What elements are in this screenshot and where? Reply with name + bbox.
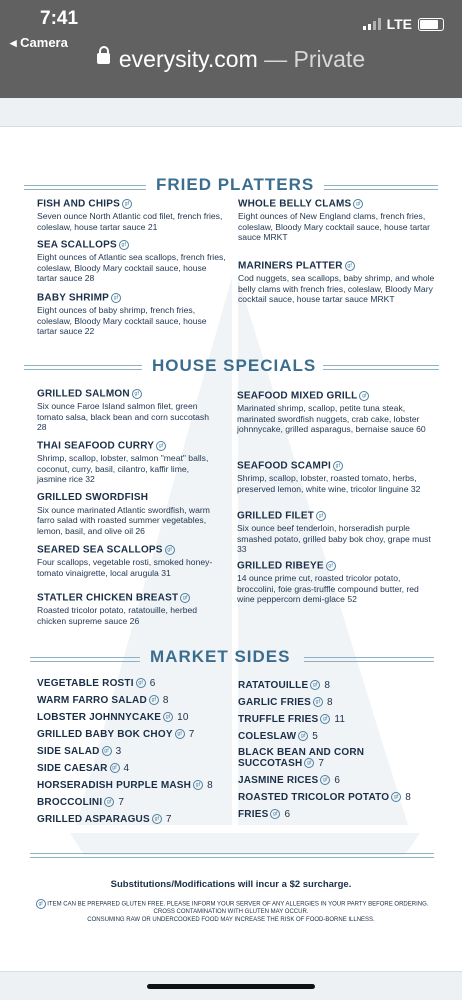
gluten-free-icon: gf [119,240,129,250]
section-title-market-sides: MARKET SIDES [150,647,291,666]
section-rule [30,853,434,858]
surcharge-note: Substitutions/Modifications will incur a $2 surcharge. [110,879,352,890]
side-item [238,680,330,691]
gluten-free-icon: gf [122,199,132,209]
section-title-fried-platters: FRIED PLATTERS [156,175,315,194]
side-item [37,746,121,757]
side-name: ROASTED TRICOLOR POTATO [238,792,390,803]
side-item [238,792,411,803]
side-name: HORSERADISH PURPLE MASH [37,780,192,791]
menu-item-desc: Shrimp, scallop, lobster, roasted tomato, herbs, preserved lemon, white wine, tricolor linguine 32 [237,473,421,494]
gluten-free-icon: gf [132,389,142,399]
gluten-free-icon: gf [353,199,363,209]
gluten-free-icon: gf [345,261,355,271]
side-price: 8 [405,792,412,803]
status-indicators [363,16,444,32]
gluten-free-icon: gf [102,746,112,756]
side-item [238,775,340,786]
menu-item [37,389,217,433]
menu-item [37,199,227,232]
side-price: 11 [334,714,346,725]
signal-icon [363,18,381,30]
clock: 7:41 [40,8,79,29]
gluten-free-icon: gf [149,695,159,705]
gluten-free-icon: gf [175,729,185,739]
side-price: 6 [284,809,291,820]
side-item [37,780,213,791]
menu-item-name: MARINERS PLATTER [238,260,343,272]
fine-print-line: ITEM CAN BE PREPARED GLUTEN FREE. PLEASE INFORM YOUR SERVER OF ANY ALLERGIES IN YOUR PARTY BEFORE ORDERING. [47,901,429,908]
side-price: 3 [115,746,122,757]
menu-item-name: GRILLED SALMON [37,388,130,400]
fine-print-line: CROSS CONTAMINATION WITH GLUTEN MAY OCCUR. [153,909,309,915]
side-price: 7 [118,797,125,808]
side-price: 8 [324,680,331,691]
home-indicator[interactable] [147,984,315,989]
gluten-free-icon: gf [110,763,120,773]
gluten-free-icon: gf [163,712,173,722]
gluten-free-icon: gf [104,797,114,807]
gluten-free-icon: gf [359,391,369,401]
side-name: COLESLAW [238,731,297,742]
side-name: GARLIC FRIES [238,697,311,708]
gluten-free-icon: gf [298,731,308,741]
gluten-free-icon: gf [193,780,203,790]
side-price: 8 [162,695,169,706]
section-rule [304,657,434,662]
gluten-free-icon: gf [320,714,330,724]
side-price: 5 [312,731,319,742]
menu-item-name: SEA SCALLOPS [37,239,117,251]
private-mode-label: — Private [264,46,366,72]
menu-item-desc: 14 ounce prime cut, roasted tricolor potato, broccolini, foie gras-truffle compound butter, red wine peppercorn demi-glace 52 [237,573,419,605]
side-name: SIDE SALAD [37,746,100,757]
side-item [238,697,333,708]
side-price: 6 [334,775,341,786]
side-name: GRILLED ASPARAGUS [37,814,150,825]
gluten-free-icon: gf [165,545,175,555]
battery-icon [418,18,444,31]
menu-item-desc: Six ounce Faroe Island salmon filet, green tomato salsa, black bean and corn succotash 28 [37,401,209,433]
side-item [37,678,155,689]
status-bar [0,0,462,98]
menu-item [37,593,227,626]
side-name: LOBSTER JOHNNYCAKE [37,712,162,723]
side-name: SIDE CAESAR [37,763,108,774]
side-price: 8 [326,697,333,708]
side-item [37,712,189,723]
side-name: JASMINE RICES [238,775,319,786]
url-domain: everysity.com [118,46,258,72]
side-item [238,714,345,725]
side-item [37,729,194,740]
side-item [37,763,129,774]
menu-card [0,126,462,972]
gluten-free-icon: gf [313,697,323,707]
side-item [37,814,172,825]
menu-item-desc: Marinated shrimp, scallop, petite tuna steak, marinated swordfish nuggets, crab cake, lobster johnnycake, grilled asparagus, bernaise sauce 60 [237,403,426,435]
gluten-free-icon: gf [152,814,162,824]
menu-item-desc: Roasted tricolor potato, ratatouille, herbed chicken supreme sauce 26 [37,605,198,626]
menu-item [37,293,227,337]
address-bar[interactable] [0,46,462,73]
menu-item-desc: Shrimp, scallop, lobster, salmon "meat" balls, coconut, curry, basil, cilantro, kaffir lime, jasmine rice 32 [37,453,209,485]
menu-item-name: GRILLED FILET [237,510,315,522]
gluten-free-icon: gf [36,899,46,909]
side-item [238,747,378,769]
menu-item [238,199,433,243]
gluten-free-icon: gf [316,511,326,521]
side-item [37,695,169,706]
side-name: RATATOUILLE [238,680,309,691]
menu-item-name: WHOLE BELLY CLAMS [238,198,352,210]
menu-item-desc: Cod nuggets, sea scallops, baby shrimp, and whole belly clams with french fries, coleslaw, Bloody Mary cocktail sauce, house tartar sauce MRKT [238,273,435,305]
menu-item-desc: Eight ounces of baby shrimp, french fries, coleslaw, Bloody Mary cocktail sauce, house tartar sauce 22 [37,305,207,337]
side-price: 10 [177,712,189,723]
side-name: VEGETABLE ROSTI [37,678,134,689]
section-rule [24,365,142,370]
fine-print-line: CONSUMING RAW OR UNDERCOOKED FOOD MAY INCREASE THE RISK OF FOOD-BORNE ILLNESS. [87,917,375,923]
gluten-free-icon: gf [136,678,146,688]
gluten-free-icon: gf [310,680,320,690]
side-price: 6 [149,678,156,689]
side-price: 7 [165,814,172,825]
section-rule [30,657,140,662]
gluten-free-icon: gf [326,561,336,571]
gluten-free-icon: gf [333,461,343,471]
gluten-free-icon: gf [111,293,121,303]
side-price: 7 [318,758,325,769]
section-rule [323,365,439,370]
menu-item-name: GRILLED RIBEYE [237,560,324,572]
side-name: BLACK BEAN AND CORN SUCCOTASH [238,747,365,769]
menu-item-desc: Four scallops, vegetable rosti, smoked honey-tomato vinaigrette, local arugula 31 [37,557,213,578]
menu-item-name: SEARED SEA SCALLOPS [37,544,163,556]
menu-item-name: SEAFOOD MIXED GRILL [237,390,358,402]
menu-item [37,240,227,284]
menu-item-desc: Eight ounces of New England clams, french fries, coleslaw, Bloody Mary cocktail sauce, house tartar sauce MRKT [238,211,431,243]
side-price: 8 [207,780,213,791]
menu-item-name: STATLER CHICKEN BREAST [37,592,179,604]
gluten-free-icon: gf [156,441,166,451]
menu-item-desc: Seven ounce North Atlantic cod filet, french fries, coleslaw, house tartar sauce 21 [37,211,223,232]
side-name: FRIES [238,809,269,820]
side-name: TRUFFLE FRIES [238,714,319,725]
gluten-free-icon: gf [270,809,280,819]
menu-item-name: FISH AND CHIPS [37,198,120,210]
menu-item [237,391,435,435]
gluten-free-icon: gf [391,792,401,802]
section-rule [324,185,438,190]
section-title-house-specials: HOUSE SPECIALS [152,356,317,375]
side-item [238,731,318,742]
gluten-free-icon: gf [304,758,314,768]
side-name: WARM FARRO SALAD [37,695,147,706]
gluten-free-icon: gf [180,593,190,603]
side-price: 7 [188,729,195,740]
menu-item [237,561,437,605]
side-name: BROCCOLINI [37,797,103,808]
side-item [37,797,124,808]
menu-item [37,493,227,536]
network-label: LTE [386,16,412,32]
menu-item [237,461,442,494]
menu-item-desc: Six ounce marinated Atlantic swordfish, warm farro salad with roasted summer vegetables, lemon, basil, and olive oil 26 [37,504,210,536]
back-to-camera-link[interactable]: ◂ Camera [10,35,68,50]
menu-item-name: BABY SHRIMP [37,292,110,304]
side-price: 4 [123,763,130,774]
menu-item-desc: Six ounce beef tenderloin, horseradish purple smashed potato, grilled baby bok choy, grape must 33 [237,523,431,555]
side-item [238,809,290,820]
menu-item-name: GRILLED SWORDFISH [37,492,149,503]
menu-item-desc: Eight ounces of Atlantic sea scallops, french fries, coleslaw, Bloody Mary cocktail sauce, house tartar sauce 28 [37,252,226,284]
lock-icon [97,53,110,64]
menu-item-name: SEAFOOD SCAMPI [237,460,331,472]
menu-item [237,511,432,555]
menu-item [238,261,436,305]
menu-item-name: THAI SEAFOOD CURRY [37,440,155,452]
menu-item [37,441,217,485]
page-content [0,98,462,1000]
gluten-free-icon: gf [320,775,330,785]
side-name: GRILLED BABY BOK CHOY [37,729,173,740]
section-rule [24,185,146,190]
menu-item [37,545,227,578]
